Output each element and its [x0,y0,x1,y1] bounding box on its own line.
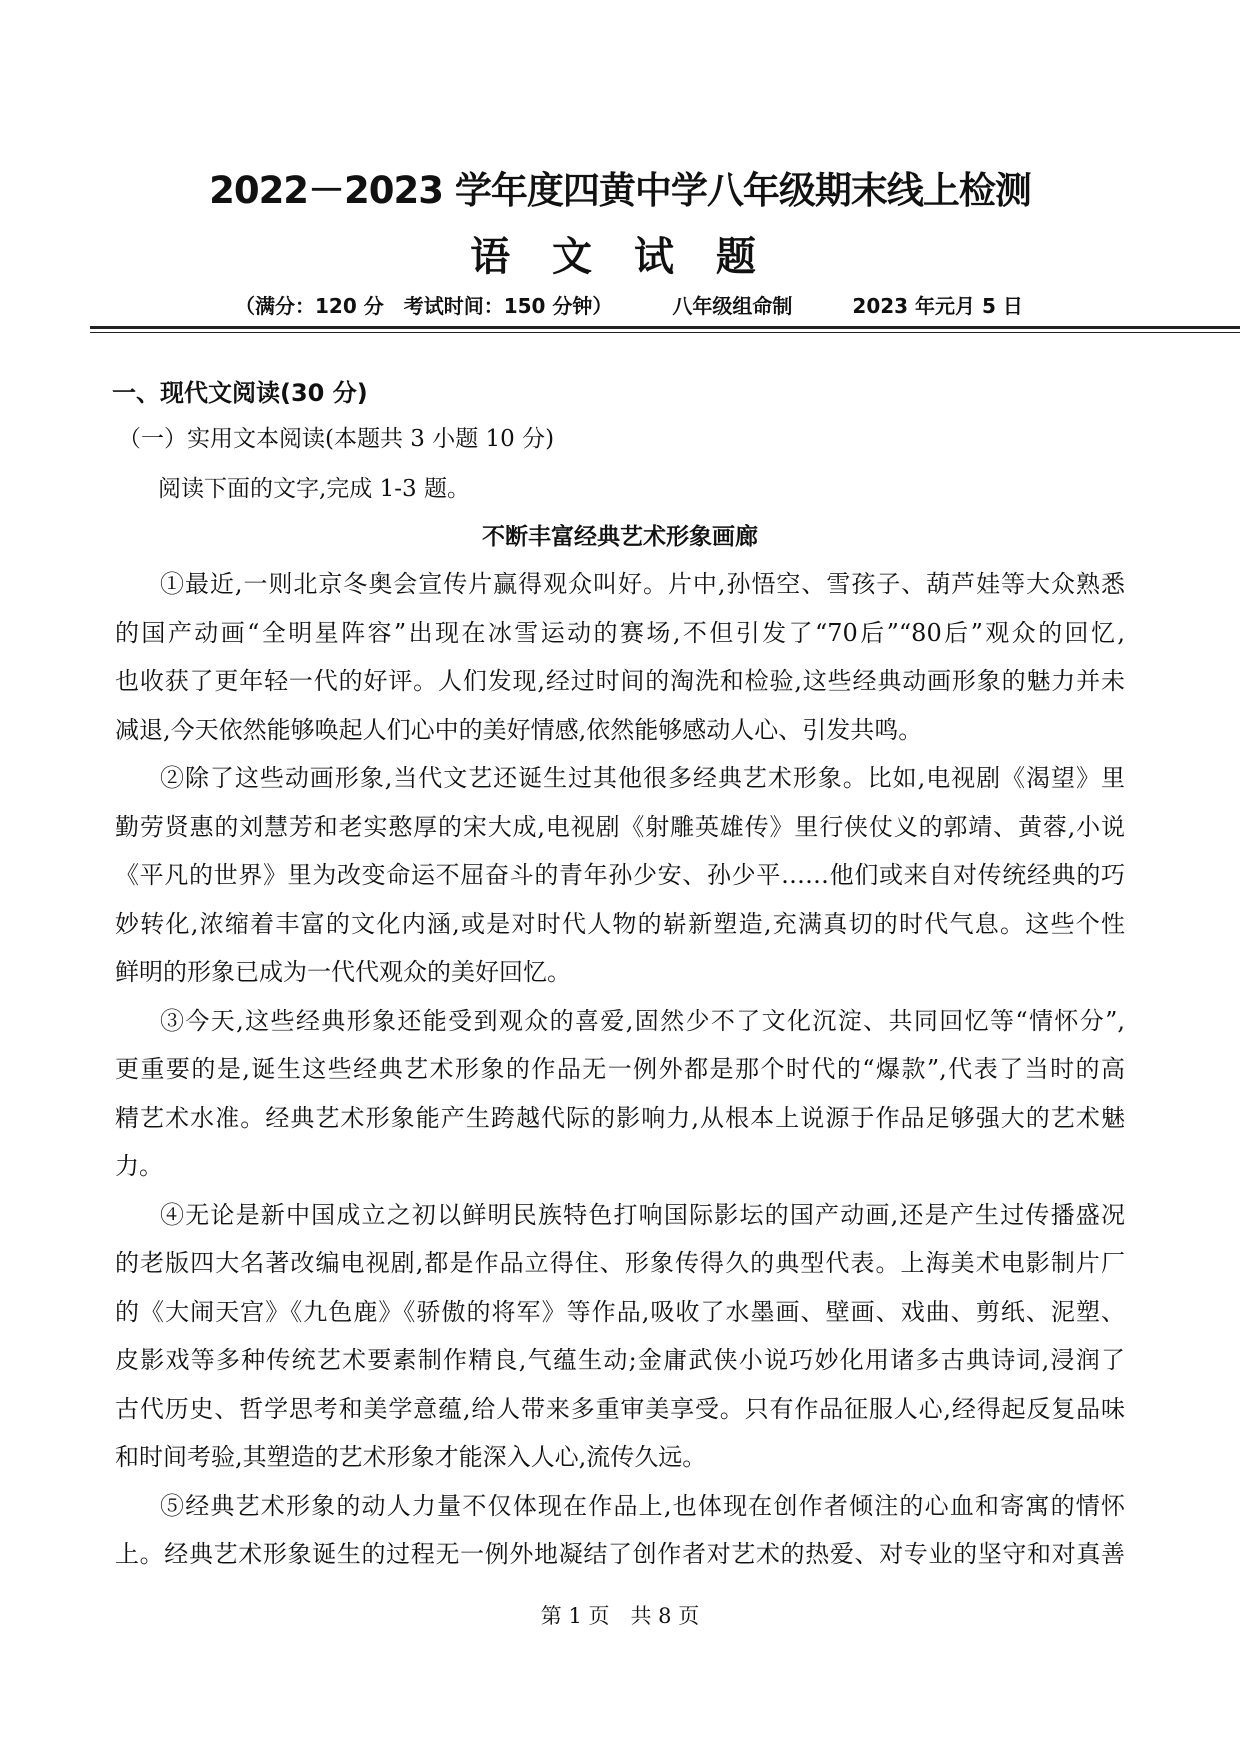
paragraph-line: ④无论是新中国成立之初以鲜明民族特色打响国际影坛的国产动画,还是产生过传播盛况 [160,1200,1125,1229]
article-paragraph [115,1191,1125,1482]
paragraph-line: 勤劳贤惠的刘慧芳和老实憨厚的宋大成,电视剧《射雕英雄传》里行侠仗义的郭靖、黄蓉,小说 [115,812,1125,841]
subsection-heading: （一）实用文本阅读(本题共 3 小题 10 分) [118,426,555,452]
paragraph-line: 和时间考验,其塑造的艺术形象才能深入人心,流传久远。 [115,1443,707,1471]
article-paragraph [115,997,1125,1191]
paragraph-line: 《平凡的世界》里为改变命运不屈奋斗的青年孙少安、孙少平……他们或来自对传统经典的巧 [115,861,1125,889]
paragraph-line: 更重要的是,诞生这些经典艺术形象的作品无一例外都是那个时代的“爆款”,代表了当时的高 [115,1055,1125,1083]
article-paragraph [115,560,1125,754]
instruction: 阅读下面的文字,完成 1-3 题。 [158,476,470,502]
paragraph-line: 的《大闹天宫》《九色鹿》《骄傲的将军》等作品,吸收了水墨画、壁画、戏曲、剪纸、泥塑、 [115,1297,1125,1326]
exam-info [235,290,1023,319]
paragraph-line: 鲜明的形象已成为一代代观众的美好回忆。 [115,958,571,986]
paragraph-line: ①最近,一则北京冬奥会宣传片赢得观众叫好。片中,孙悟空、雪孩子、葫芦娃等大众熟悉 [160,570,1125,598]
article-title: 不断丰富经典艺术形象画廊 [482,524,758,550]
article-paragraph [115,754,1125,997]
exam-date: 2023 年元月 5 日 [852,294,1023,318]
paragraph-line: 古代历史、哲学思考和美学意蕴,给人带来多重审美享受。只有作品征服人心,经得起反复品味 [115,1394,1125,1423]
paragraph-line: 力。 [115,1152,163,1180]
paragraph-line: 妙转化,浓缩着丰富的文化内涵,或是对时代人物的崭新塑造,充满真切的时代气息。这些个性 [115,909,1125,938]
paragraph-line: 精艺术水准。经典艺术形象能产生跨越代际的影响力,从根本上说源于作品足够强大的艺术魅 [115,1103,1125,1132]
paragraph-line: ⑤经典艺术形象的动人力量不仅体现在作品上,也体现在创作者倾注的心血和寄寓的情怀 [160,1491,1125,1520]
score-time: （满分：120 分 考试时间：150 分钟） [235,294,613,318]
article-body [115,560,1125,1579]
header-rule-thin [90,332,1240,333]
paragraph-line: ②除了这些动画形象,当代文艺还诞生过其他很多经典艺术形象。比如,电视剧《渴望》里 [160,764,1125,792]
paragraph-line: ③今天,这些经典形象还能受到观众的喜爱,固然少不了文化沉淀、共同回忆等“情怀分”, [160,1006,1125,1035]
subject-title: 语 文 试 题 [470,234,770,280]
paragraph-line: 上。经典艺术形象诞生的过程无一例外地凝结了创作者对艺术的热爱、对专业的坚守和对真善 [115,1540,1125,1568]
header-rule-thick [90,326,1240,329]
exam-title: 2022－2023 学年度四黄中学八年级期末线上检测 [209,169,1031,212]
section-heading: 一、现代文阅读(30 分) [112,379,368,407]
page-number: 第 1 页 共 8 页 [540,1604,700,1628]
setter: 八年级组命制 [672,294,793,318]
paragraph-line: 皮影戏等多种传统艺术要素制作精良,气蕴生动;金庸武侠小说巧妙化用诸多古典诗词,浸润了 [115,1346,1125,1374]
paragraph-line: 也收获了更年轻一代的好评。人们发现,经过时间的淘洗和检验,这些经典动画形象的魅力并未 [115,667,1125,695]
paragraph-line: 的国产动画“全明星阵容”出现在冰雪运动的赛场,不但引发了“70后”“80后”观众的回忆, [115,618,1125,647]
paragraph-line: 减退,今天依然能够唤起人们心中的美好情感,依然能够感动人心、引发共鸣。 [115,715,923,744]
article-paragraph [115,1482,1125,1579]
paragraph-line: 的老版四大名著改编电视剧,都是作品立得住、形象传得久的典型代表。上海美术电影制片厂 [115,1249,1125,1277]
